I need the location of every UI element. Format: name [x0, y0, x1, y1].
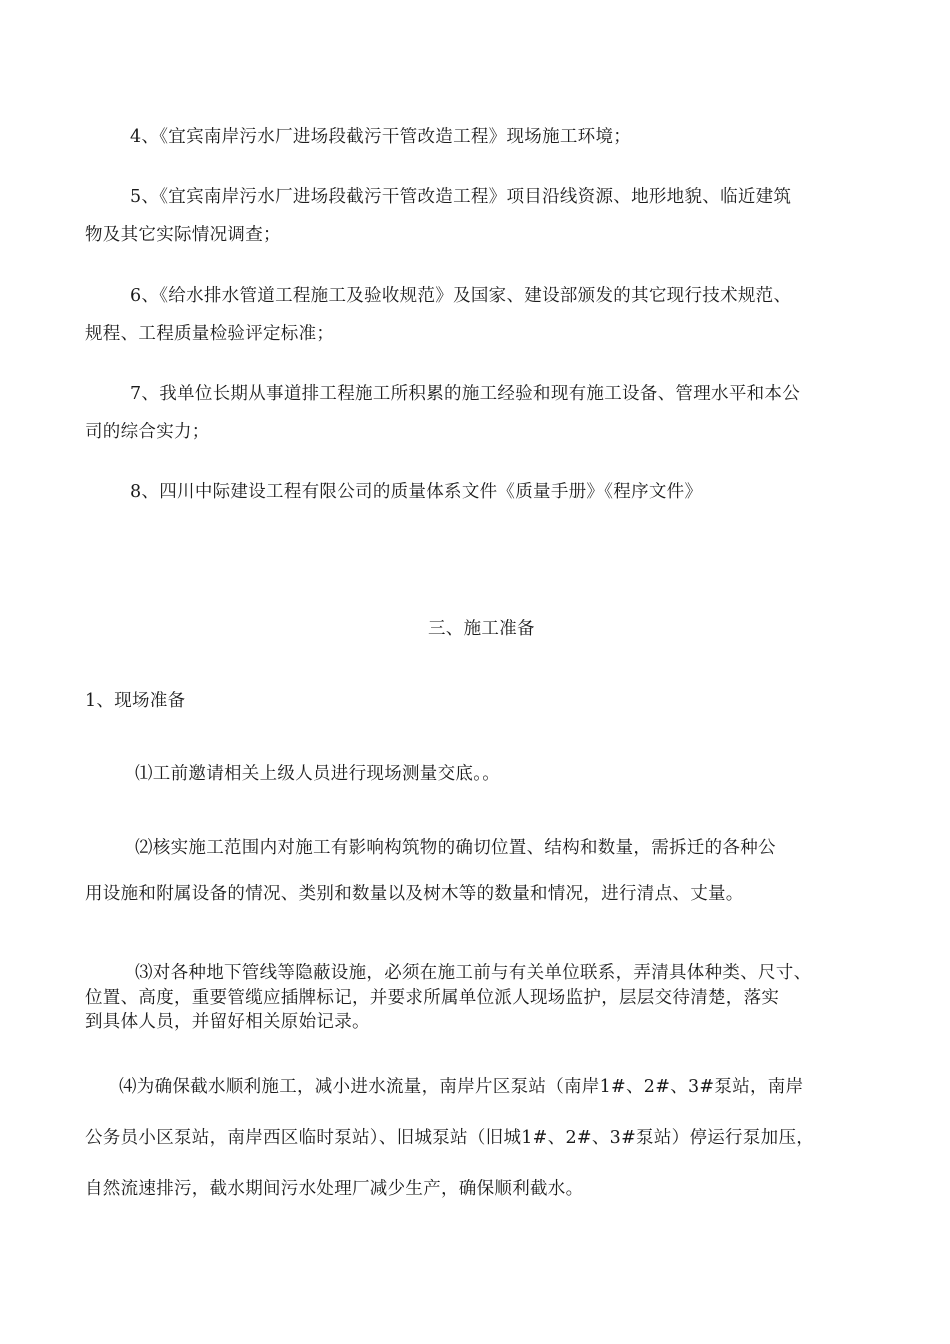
- prep-item-2-line-1: ⑵核实施工范围内对施工有影响构筑物的确切位置、结构和数量，需拆迁的各种公: [135, 838, 776, 858]
- prep-item-4-line-3: 自然流速排污，截水期间污水处理厂减少生产，确保顺利截水。: [85, 1179, 584, 1199]
- prep-item-3-line-3: 到具体人员，并留好相关原始记录。: [85, 1012, 370, 1032]
- basis-item-5-line-2: 物及其它实际情况调查；: [85, 225, 281, 245]
- basis-item-7-line-2: 司的综合实力；: [85, 422, 210, 442]
- prep-item-3-line-2: 位置、高度，重要管缆应插牌标记，并要求所属单位派人现场监护，层层交待清楚，落实: [85, 988, 780, 1008]
- section-title: 三、施工准备: [428, 619, 535, 639]
- prep-item-2-line-2: 用设施和附属设备的情况、类别和数量以及树木等的数量和情况，进行清点、丈量。: [85, 884, 744, 904]
- subsection-title: 1、现场准备: [85, 691, 186, 711]
- basis-item-7-line-1: 7、我单位长期从事道排工程施工所积累的施工经验和现有施工设备、管理水平和本公: [130, 384, 801, 404]
- basis-item-5-line-1: 5、《宜宾南岸污水厂进场段截污干管改造工程》项目沿线资源、地形地貌、临近建筑: [130, 187, 792, 207]
- basis-item-8: 8、四川中际建设工程有限公司的质量体系文件《质量手册》《程序文件》: [130, 482, 703, 502]
- basis-item-6-line-1: 6、《给水排水管道工程施工及验收规范》及国家、建设部颁发的其它现行技术规范、: [130, 286, 792, 306]
- basis-item-4: 4、《宜宾南岸污水厂进场段截污干管改造工程》现场施工环境；: [130, 127, 632, 147]
- basis-item-6-line-2: 规程、工程质量检验评定标准；: [85, 324, 335, 344]
- prep-item-4-line-2: 公务员小区泵站，南岸西区临时泵站）、旧城泵站（旧城1#、2#、3#泵站）停运行泵加压，: [85, 1128, 815, 1148]
- prep-item-4-line-1: ⑷为确保截水顺利施工，减小进水流量，南岸片区泵站（南岸1#、2#、3#泵站，南岸: [119, 1077, 804, 1097]
- prep-item-3-line-1: ⑶对各种地下管线等隐蔽设施，必须在施工前与有关单位联系，弄清具体种类、尺寸、: [135, 963, 812, 983]
- prep-item-1: ⑴工前邀请相关上级人员进行现场测量交底。。: [135, 764, 501, 784]
